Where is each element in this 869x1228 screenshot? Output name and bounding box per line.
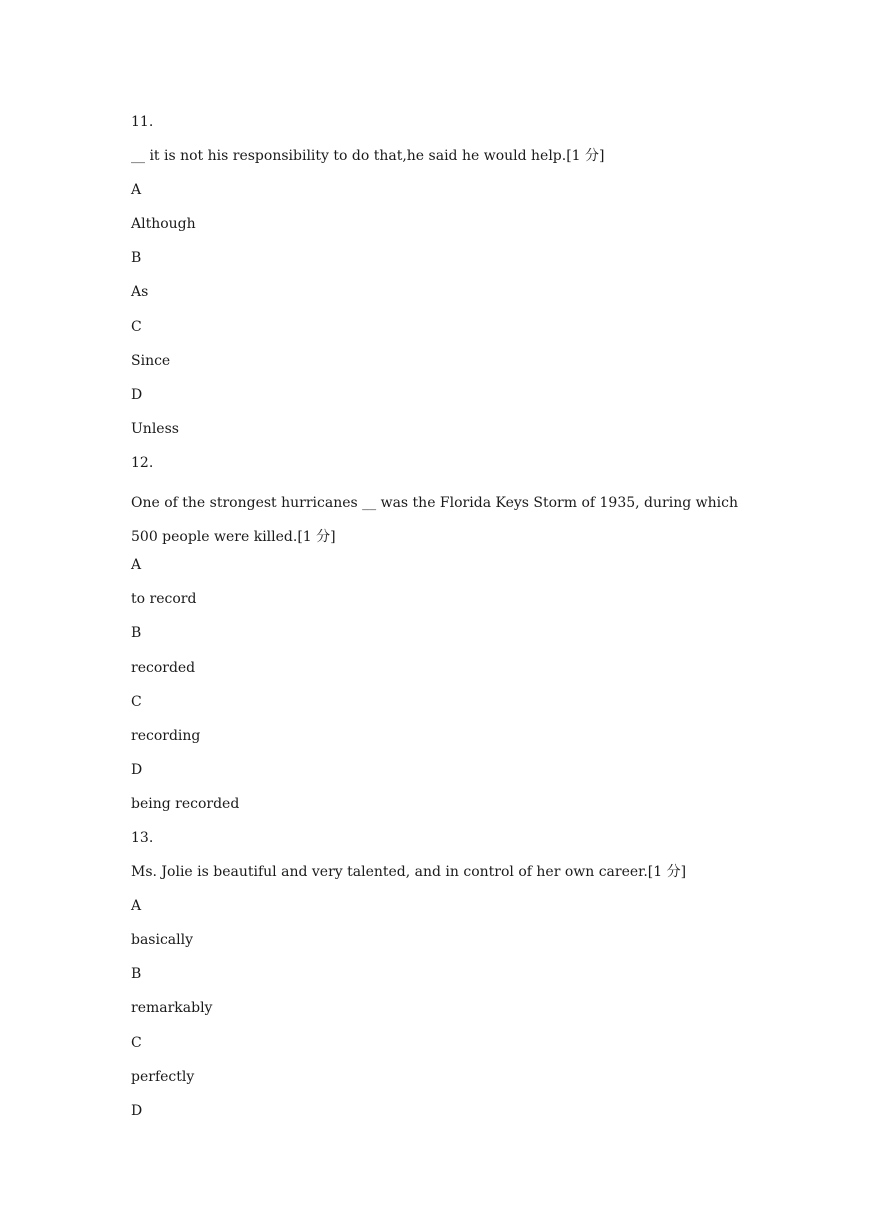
option-text-b: recorded <box>131 659 196 676</box>
option-text-b: As <box>131 284 149 301</box>
option-text-a: basically <box>131 932 194 949</box>
option-letter-d: D <box>131 1102 143 1119</box>
question-number: 11. <box>131 114 154 130</box>
option-letter-c: C <box>131 1034 142 1051</box>
question-stem: __ it is not his responsibility to do that,he said he would help.[1 分] <box>131 148 605 165</box>
question-13 <box>131 827 751 1134</box>
question-stem: One of the strongest hurricanes __ was the Florida Keys Storm of 1935, during which 500 people were killed.[1 分] <box>131 495 738 546</box>
option-text-d: Unless <box>131 420 179 437</box>
option-letter-a: A <box>131 182 142 199</box>
option-letter-a: A <box>131 557 142 574</box>
question-number: 13. <box>131 829 154 846</box>
question-11 <box>131 111 751 452</box>
option-text-d: being recorded <box>131 795 240 812</box>
option-letter-b: B <box>131 966 142 983</box>
option-letter-b: B <box>131 625 142 642</box>
option-text-c: recording <box>131 727 201 744</box>
option-letter-b: B <box>131 250 142 267</box>
option-letter-c: C <box>131 693 142 710</box>
option-text-a: to record <box>131 591 197 608</box>
option-text-c: Since <box>131 352 171 369</box>
option-letter-a: A <box>131 898 142 915</box>
option-letter-c: C <box>131 318 142 335</box>
question-number: 12. <box>131 454 154 471</box>
exam-page <box>131 111 751 1134</box>
question-12 <box>131 452 751 827</box>
option-text-a: Although <box>131 216 196 233</box>
option-text-c: perfectly <box>131 1068 195 1085</box>
question-stem: Ms. Jolie is beautiful and very talented, and in control of her own career.[1 分] <box>131 864 687 881</box>
option-text-b: remarkably <box>131 1000 213 1017</box>
option-letter-d: D <box>131 761 143 778</box>
option-letter-d: D <box>131 386 143 403</box>
